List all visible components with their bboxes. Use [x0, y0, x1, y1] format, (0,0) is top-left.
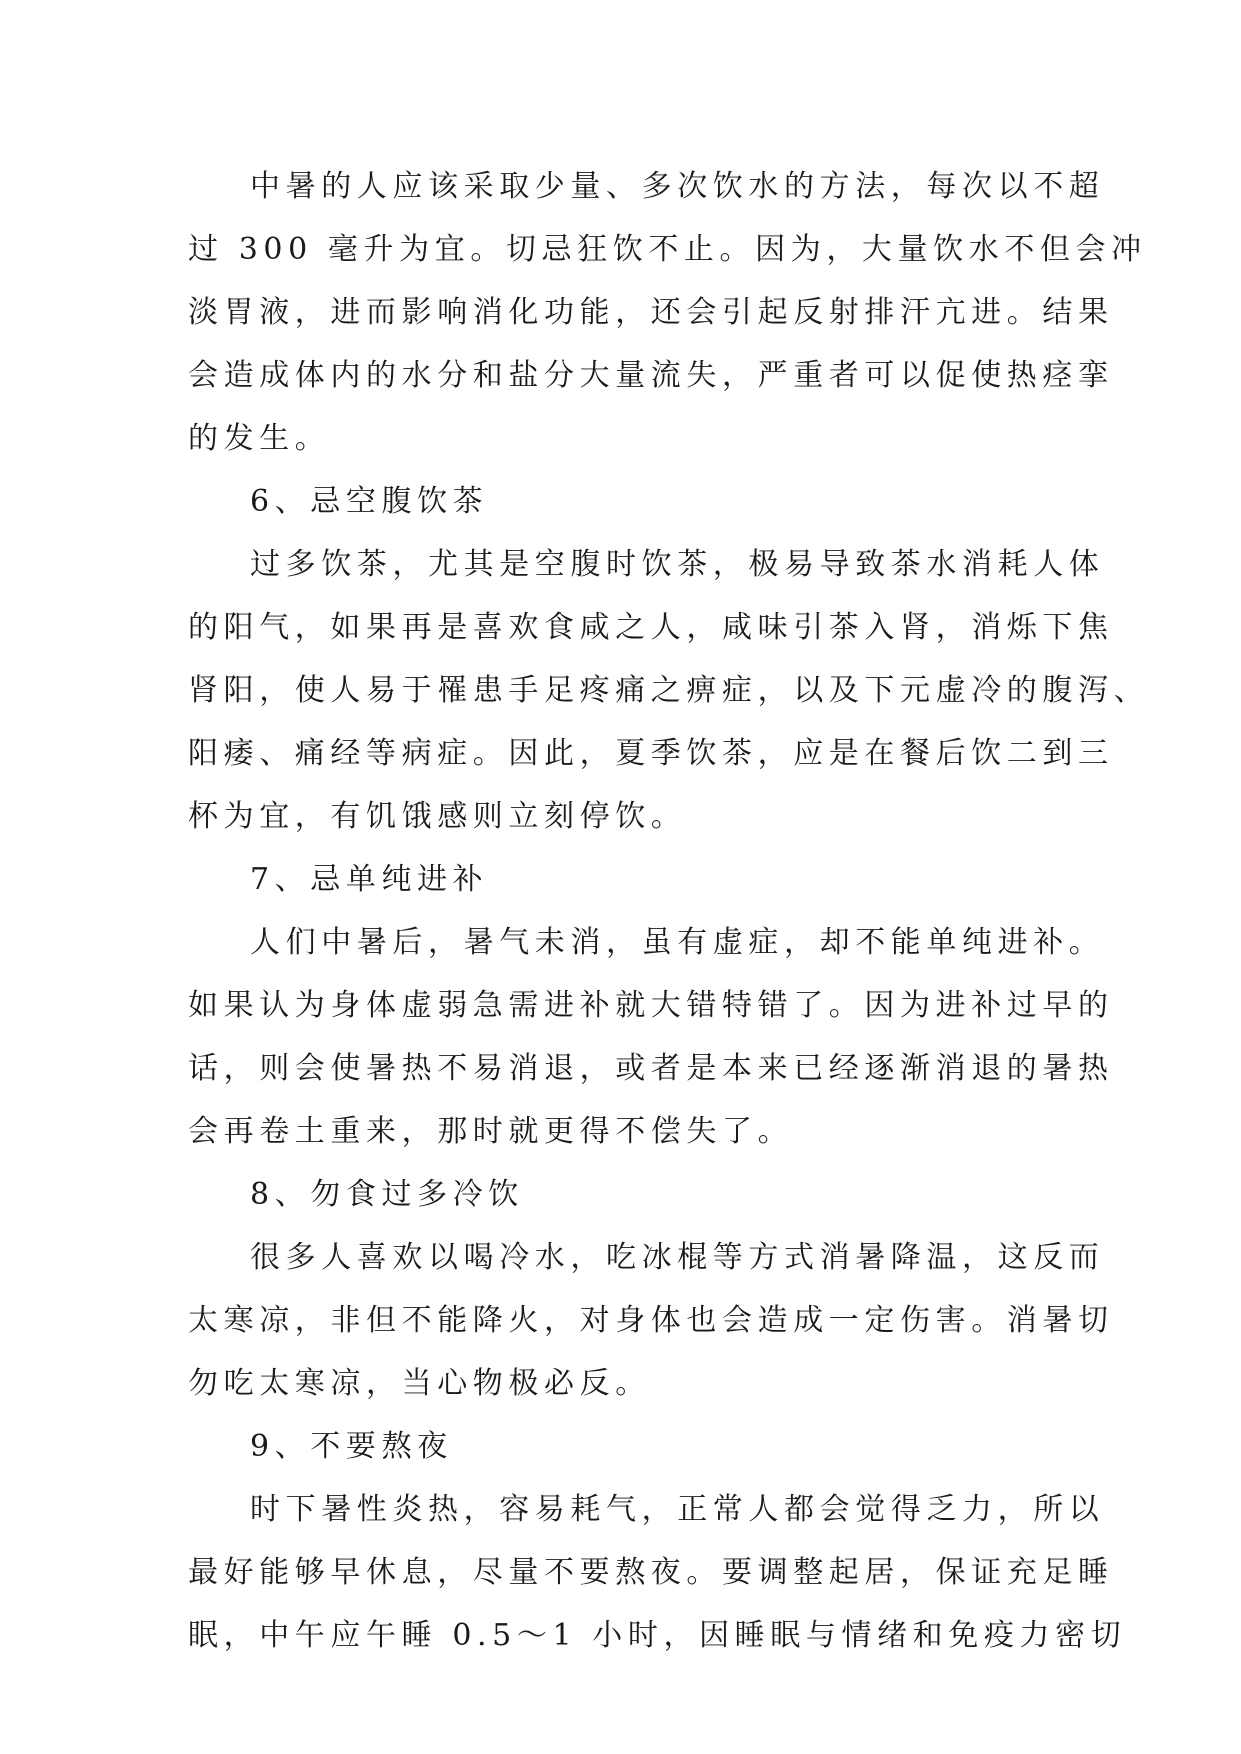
paragraph-line: 杯为宜，有饥饿感则立刻停饮。: [188, 799, 687, 834]
paragraph-line: 过 300 毫升为宜。切忌狂饮不止。因为，大量饮水不但会冲: [188, 232, 1147, 267]
paragraph-line: 会造成体内的水分和盐分大量流失，严重者可以促使热痉挛: [188, 358, 1114, 393]
paragraph-line: 肾阳，使人易于罹患手足疼痛之痹症，以及下元虚冷的腹泻、: [188, 673, 1150, 708]
paragraph-line: 人们中暑后，暑气未消，虽有虚症，却不能单纯进补。: [250, 925, 1105, 960]
paragraph-line: 的阳气，如果再是喜欢食咸之人，咸味引茶入肾，消烁下焦: [188, 610, 1114, 645]
document-body: [188, 155, 1150, 1667]
paragraph-line: 时下暑性炎热，容易耗气，正常人都会觉得乏力，所以: [250, 1492, 1105, 1527]
paragraph-line: 会再卷土重来，那时就更得不偿失了。: [188, 1114, 794, 1149]
paragraph-line: 如果认为身体虚弱急需进补就大错特错了。因为进补过早的: [188, 988, 1114, 1023]
paragraph-line: 最好能够早休息，尽量不要熬夜。要调整起居，保证充足睡: [188, 1555, 1114, 1590]
paragraph-line: 中暑的人应该采取少量、多次饮水的方法，每次以不超: [250, 169, 1105, 204]
section-heading: 7、忌单纯进补: [250, 862, 489, 897]
paragraph-line: 淡胃液，进而影响消化功能，还会引起反射排汗亢进。结果: [188, 295, 1114, 330]
paragraph-line: 很多人喜欢以喝冷水，吃冰棍等方式消暑降温，这反而: [250, 1240, 1105, 1275]
paragraph-line: 过多饮茶，尤其是空腹时饮茶，极易导致茶水消耗人体: [250, 547, 1105, 582]
section-heading: 6、忌空腹饮茶: [250, 484, 489, 519]
paragraph-line: 的发生。: [188, 421, 331, 456]
section-heading: 9、不要熬夜: [250, 1429, 453, 1464]
section-heading: 8、勿食过多冷饮: [250, 1177, 524, 1212]
paragraph-line: 太寒凉，非但不能降火，对身体也会造成一定伤害。消暑切: [188, 1303, 1114, 1338]
paragraph-line: 眠，中午应午睡 0.5～1 小时，因睡眠与情绪和免疫力密切: [188, 1618, 1127, 1653]
paragraph-line: 阳痿、痛经等病症。因此，夏季饮茶，应是在餐后饮二到三: [188, 736, 1114, 771]
paragraph-line: 话，则会使暑热不易消退，或者是本来已经逐渐消退的暑热: [188, 1051, 1114, 1086]
paragraph-line: 勿吃太寒凉，当心物极必反。: [188, 1366, 651, 1401]
